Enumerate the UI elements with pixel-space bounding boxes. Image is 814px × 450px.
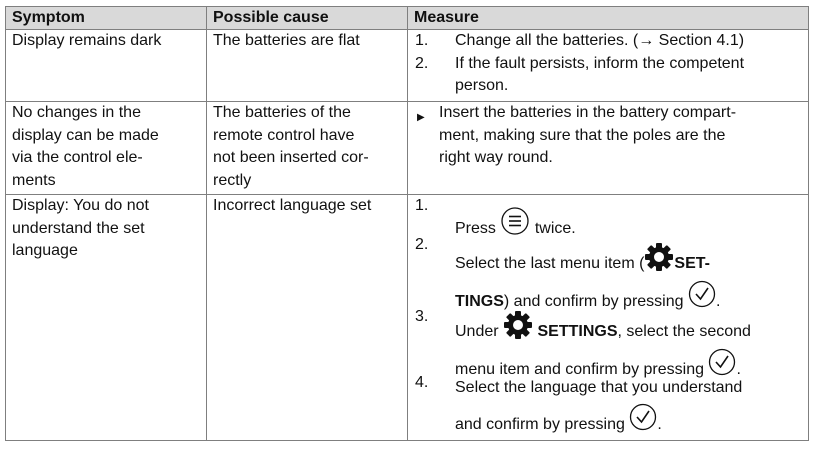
step-text: .: [736, 361, 741, 378]
step-text: ) and confirm by pressing: [503, 293, 684, 310]
symptom-cell: [6, 30, 207, 102]
step-number: 1.: [415, 32, 429, 49]
settings-gear-icon: [644, 242, 674, 272]
step: [408, 30, 808, 53]
step-text: Select the language that you understand: [455, 379, 743, 396]
symptom-line: language: [12, 242, 78, 260]
symptom-header: Symptom: [6, 7, 207, 30]
symptom-line: via the control ele-: [12, 149, 143, 167]
troubleshooting-table: [5, 6, 809, 441]
table-row: [6, 195, 809, 441]
cause-line: remote control have: [213, 126, 355, 144]
step-text-bold: TINGS: [455, 293, 504, 310]
settings-gear-icon: [503, 310, 533, 340]
cause-text: The batteries are flat: [213, 32, 360, 49]
measure-cell: [408, 102, 809, 195]
cause-header: Possible cause: [207, 7, 408, 30]
symptom-cell: [6, 102, 207, 195]
measure-header: Measure: [408, 7, 809, 30]
step-text: Select the last menu item (: [455, 255, 645, 272]
symptom-line: Display: You do not: [12, 197, 149, 214]
symptom-line: display can be made: [12, 126, 159, 144]
cause-text: Incorrect language set: [213, 197, 372, 214]
table-row: [6, 102, 809, 195]
step: [408, 372, 808, 440]
step: [408, 53, 808, 98]
header-row: [6, 7, 809, 30]
step-number: 2.: [415, 54, 429, 72]
cause-line: rectly: [213, 171, 252, 189]
measure-line: Insert the batteries in the battery compart-: [439, 104, 737, 121]
step-text: menu item and confirm by pressing: [455, 361, 704, 378]
step-number: 4.: [415, 374, 429, 391]
measure-cell: [408, 30, 809, 102]
step-text: Under: [455, 323, 499, 340]
table-row: [6, 30, 809, 102]
triangle-bullet-icon: ▶: [417, 112, 425, 123]
symptom-line: ments: [12, 171, 56, 189]
symptom-cell: [6, 195, 207, 441]
step-text: .: [657, 416, 662, 433]
step-text-bold: SETTINGS: [537, 323, 618, 340]
step: [408, 195, 808, 237]
step-number: 2.: [415, 236, 429, 253]
measure-cell: [408, 195, 809, 441]
step: [408, 234, 808, 310]
symptom-text: Display remains dark: [12, 32, 162, 49]
step-text: If the fault persists, inform the competent: [455, 54, 745, 72]
step-text: and confirm by pressing: [455, 416, 625, 433]
cause-line: not been inserted cor-: [213, 149, 369, 167]
confirm-check-icon: [688, 280, 716, 308]
step-text: , select the second: [617, 323, 751, 340]
symptom-line: No changes in the: [12, 104, 141, 121]
step-number: 1.: [415, 197, 429, 214]
confirm-check-icon: [629, 403, 657, 431]
cause-cell: [207, 195, 408, 441]
symptom-line: understand the set: [12, 219, 145, 237]
step: [408, 306, 808, 378]
cause-cell: [207, 30, 408, 102]
measure-line: ment, making sure that the poles are the: [439, 126, 726, 144]
menu-button-icon: [500, 207, 530, 235]
cause-line: The batteries of the: [213, 104, 351, 121]
step-text: Change all the batteries. (→ Section 4.1): [455, 32, 745, 49]
step-number: 3.: [415, 308, 429, 325]
step-text: Press: [455, 220, 496, 237]
measure-line: right way round.: [439, 149, 553, 167]
step-text: person.: [455, 77, 509, 95]
step-text: twice.: [534, 220, 576, 237]
step-text: .: [715, 293, 721, 310]
cause-cell: [207, 102, 408, 195]
step-text-bold: SET-: [674, 255, 710, 272]
